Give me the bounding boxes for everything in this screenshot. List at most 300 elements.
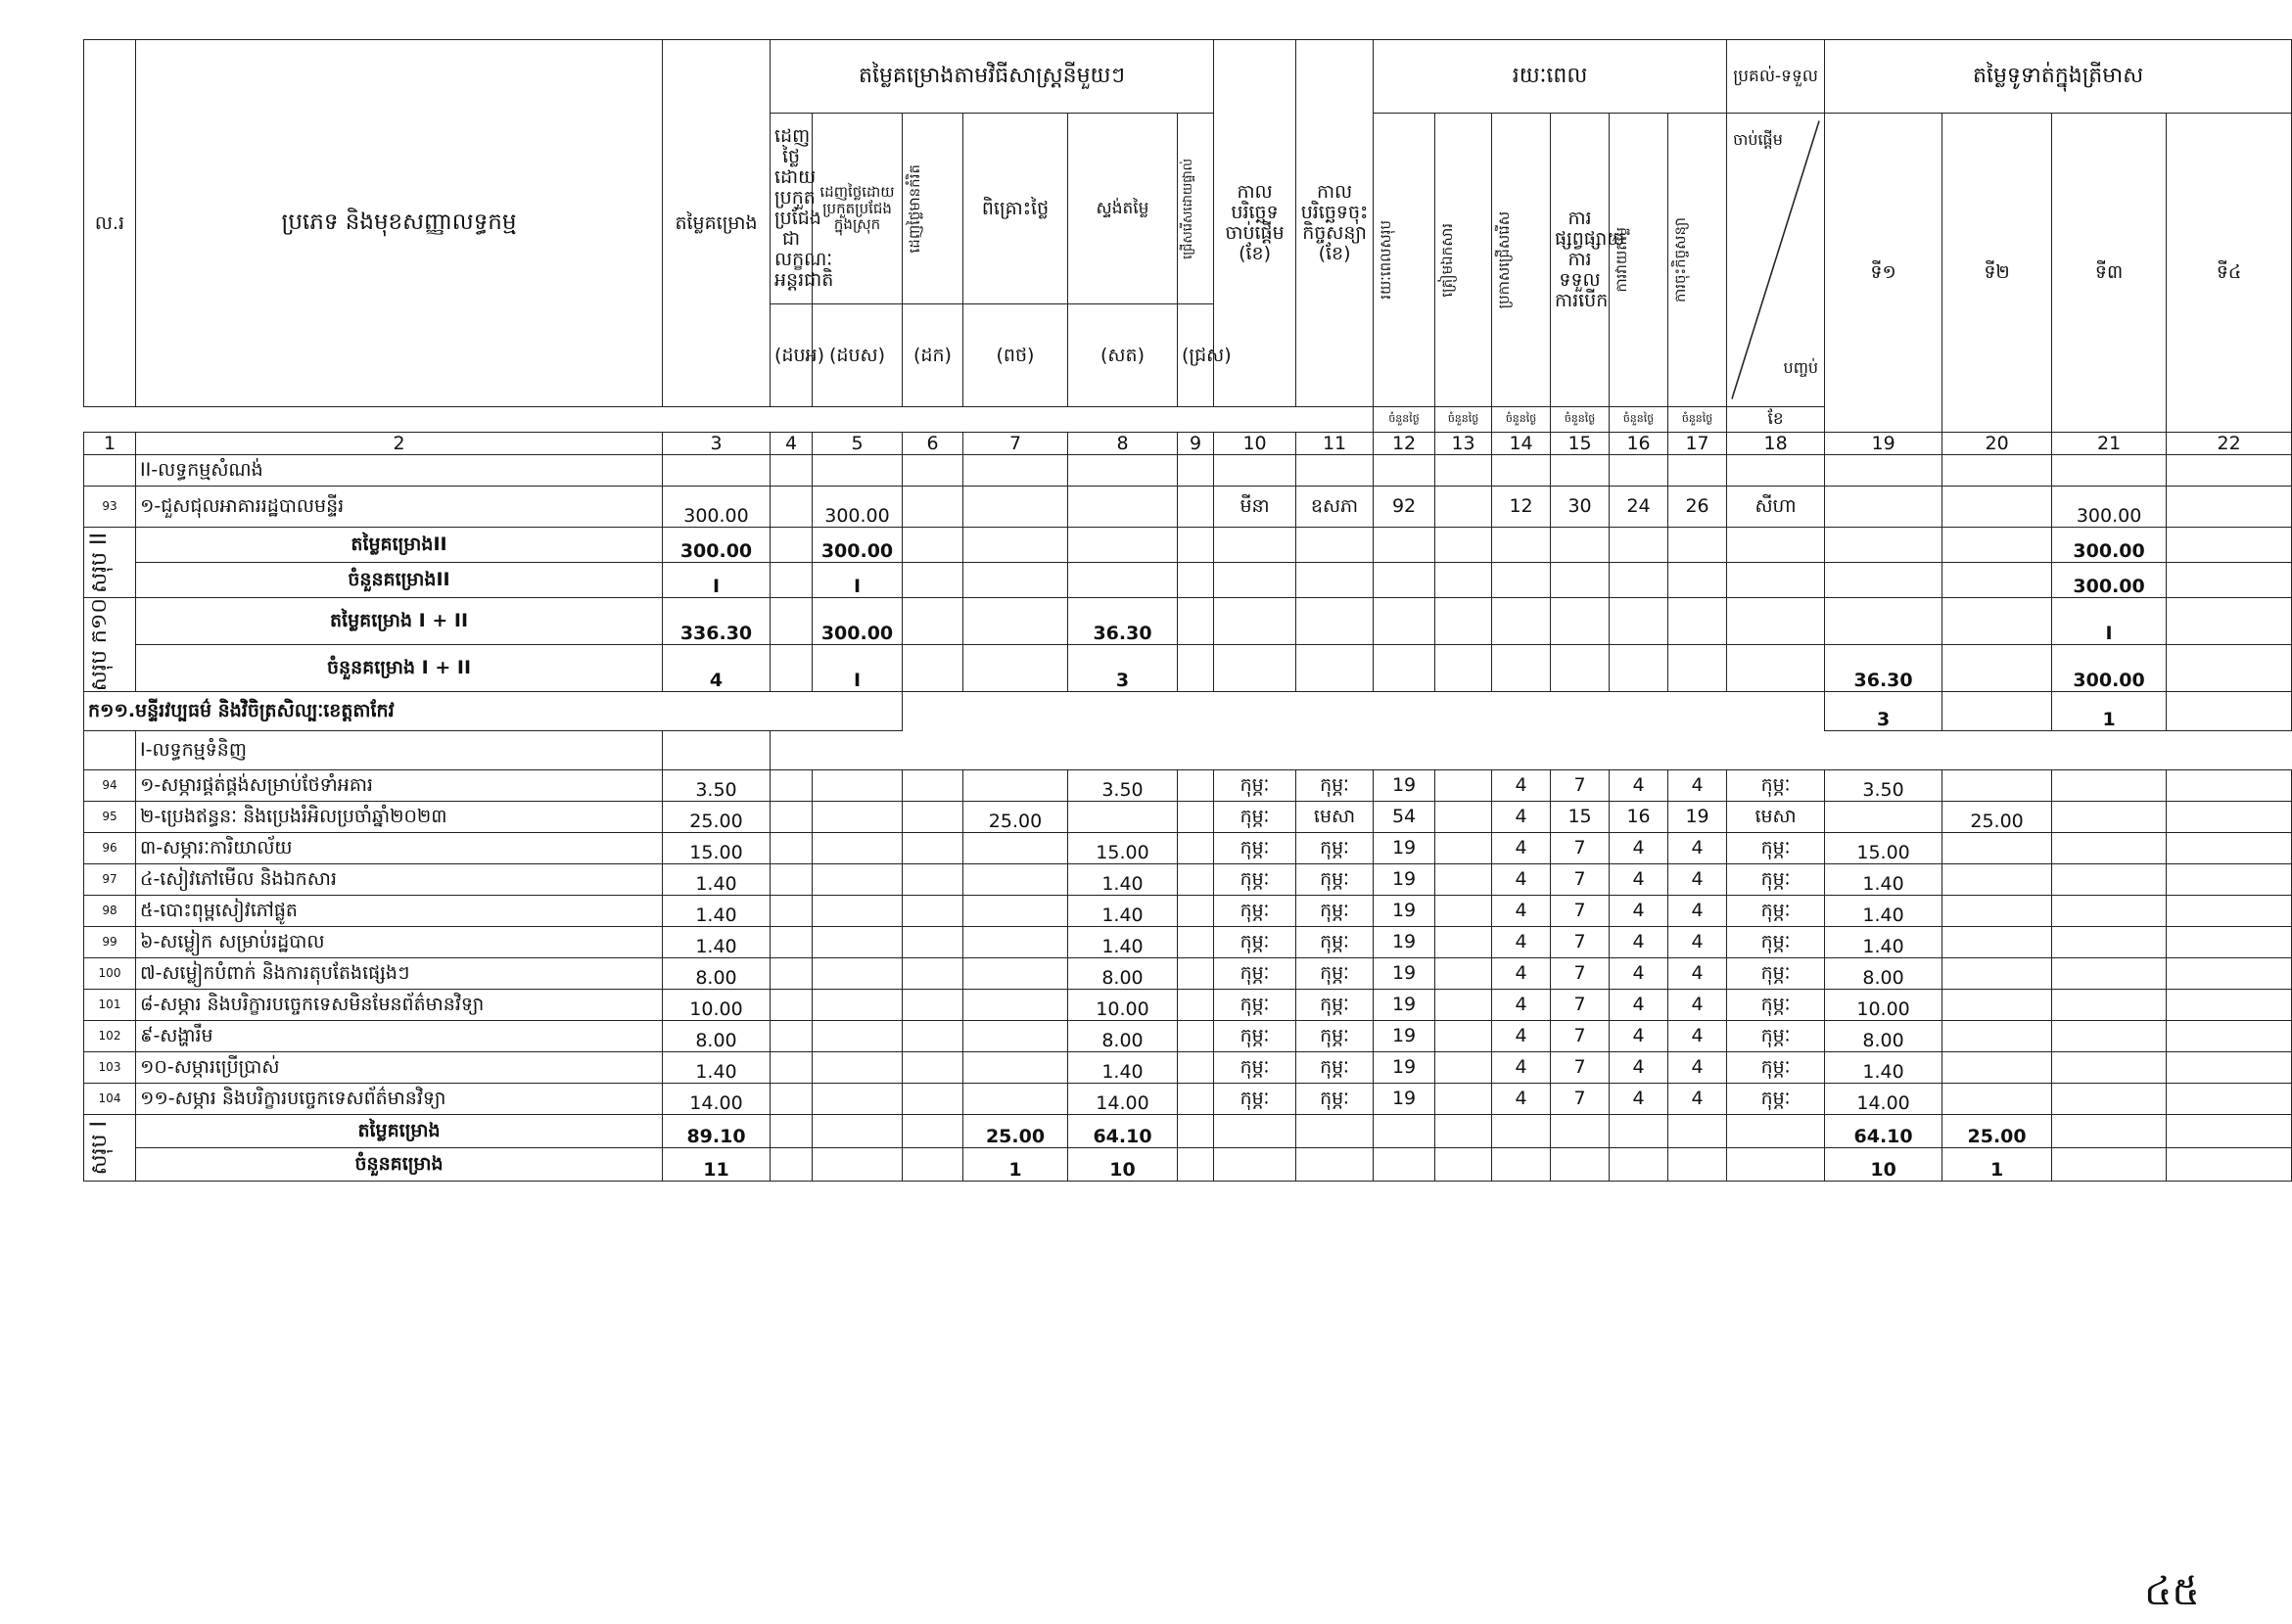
- table-row: [84, 833, 2292, 864]
- item-name: ៤-សៀវភៅមើល និងឯកសារ: [136, 864, 663, 896]
- item-contract: កុម្ភៈ: [1296, 1052, 1374, 1084]
- item-q2: [1942, 864, 2052, 896]
- item-method-local: 300.00: [813, 487, 903, 528]
- summary-q1: 64.10: [1825, 1115, 1942, 1148]
- item-handover: កុម្ភៈ: [1727, 990, 1825, 1021]
- row-number: 99: [84, 927, 136, 958]
- item-q2: [1942, 958, 2052, 990]
- item-method-consult: [963, 864, 1068, 896]
- item-method-survey: [1068, 802, 1178, 833]
- item-q1: 14.00: [1825, 1084, 1942, 1115]
- item-days-total: 19: [1374, 990, 1435, 1021]
- row-number: 96: [84, 833, 136, 864]
- item-name: ៩-សង្ហារឹម: [136, 1021, 663, 1052]
- item-days-announce: 4: [1492, 990, 1551, 1021]
- item-start: មីនា: [1214, 487, 1296, 528]
- item-handover: សីហា: [1727, 487, 1825, 528]
- method-group-header: តម្លៃគម្រោងតាមវិធីសាស្ត្រនីមួយៗ: [771, 40, 1214, 114]
- item-days-announce: 4: [1492, 864, 1551, 896]
- item-days-announce: 4: [1492, 896, 1551, 927]
- item-days-evaluate: 24: [1610, 487, 1668, 528]
- summary-row: [84, 563, 2292, 598]
- col-start-date-header: កាលបរិច្ឆេទចាប់ផ្តើម (ខែ): [1214, 40, 1296, 407]
- period-publish-header: ការផ្សព្វផ្សាយ ការទទួលការបើក: [1551, 114, 1610, 407]
- item-handover: កុម្ភៈ: [1727, 927, 1825, 958]
- summary-label: ចំនួនគម្រោង: [136, 1148, 663, 1182]
- index-cell: 4: [771, 433, 813, 455]
- item-total: 300.00: [663, 487, 771, 528]
- summary-q1: 36.30: [1825, 645, 1942, 692]
- table-row: [84, 958, 2292, 990]
- item-q2: [1942, 833, 2052, 864]
- summary-method-local: I: [813, 563, 903, 598]
- item-days-contract: 4: [1668, 1021, 1727, 1052]
- summary-total: 300.00: [663, 528, 771, 563]
- summary-q3: 300.00: [2052, 645, 2167, 692]
- item-method-consult: [963, 770, 1068, 802]
- period-prepare-header: ត្រៀមឯកសារ: [1435, 114, 1492, 407]
- item-days-total: 19: [1374, 958, 1435, 990]
- department-row: [84, 692, 2292, 731]
- summary-method-consult: 25.00: [963, 1115, 1068, 1148]
- handover-end-label: បញ្ចប់: [1783, 358, 1819, 378]
- item-q2: [1942, 1021, 2052, 1052]
- item-method-consult: [963, 833, 1068, 864]
- index-cell: 3: [663, 433, 771, 455]
- item-method-survey: 10.00: [1068, 990, 1178, 1021]
- summary-q2: 25.00: [1942, 1115, 2052, 1148]
- row-number: 103: [84, 1052, 136, 1084]
- item-q3: 300.00: [2052, 487, 2167, 528]
- handover-start-label: ចាប់ផ្តើម: [1733, 130, 1783, 149]
- item-days-total: 19: [1374, 770, 1435, 802]
- item-total: 1.40: [663, 864, 771, 896]
- col-contract-date-header: កាលបរិច្ឆេទចុះកិច្ចសន្យា (ខែ): [1296, 40, 1374, 407]
- item-days-announce: 4: [1492, 927, 1551, 958]
- item-name: ៧-សម្លៀកបំពាក់ និងការតុបតែងផ្សេងៗ: [136, 958, 663, 990]
- item-days-evaluate: 4: [1610, 864, 1668, 896]
- item-q1: 1.40: [1825, 1052, 1942, 1084]
- method-intl-header: ដេញថ្លៃដោយប្រកួតប្រជែងជាលក្ខណៈអន្តរជាតិ: [771, 114, 813, 304]
- method-survey-header: ស្ទង់តម្លៃ: [1068, 114, 1178, 304]
- handover-header: ប្រគល់-ទទួល: [1727, 40, 1825, 114]
- item-days-contract: 19: [1668, 802, 1727, 833]
- item-q1: 3.50: [1825, 770, 1942, 802]
- summary-label: តម្លៃគម្រោង I + II: [136, 598, 663, 645]
- summary-total: 89.10: [663, 1115, 771, 1148]
- days-label-15: ចំនួនថ្ងៃ: [1551, 407, 1610, 433]
- department-q1: 3: [1825, 692, 1942, 731]
- handover-start-end-header: [1727, 114, 1825, 407]
- quarter-2-header: ទី២: [1942, 114, 2052, 433]
- item-total: 10.00: [663, 990, 771, 1021]
- summary-label: តម្លៃគម្រោង: [136, 1115, 663, 1148]
- item-days-publish: 7: [1551, 1052, 1610, 1084]
- item-contract: កុម្ភៈ: [1296, 896, 1374, 927]
- procurement-table: [83, 39, 2292, 1182]
- summary-total: 336.30: [663, 598, 771, 645]
- item-days-announce: 4: [1492, 1084, 1551, 1115]
- abbr-limited: (ដក): [903, 304, 963, 407]
- table-row: [84, 927, 2292, 958]
- item-q1: [1825, 802, 1942, 833]
- index-cell: 16: [1610, 433, 1668, 455]
- item-method-consult: 25.00: [963, 802, 1068, 833]
- row-number: 95: [84, 802, 136, 833]
- item-days-publish: 7: [1551, 958, 1610, 990]
- row-number: 100: [84, 958, 136, 990]
- item-contract: កុម្ភៈ: [1296, 990, 1374, 1021]
- item-contract: មេសា: [1296, 802, 1374, 833]
- item-q2: [1942, 1084, 2052, 1115]
- item-name: ៦-សម្លៀក សម្រាប់រដ្ឋបាល: [136, 927, 663, 958]
- abbr-intl: (ដបអ): [771, 304, 813, 407]
- index-cell: 7: [963, 433, 1068, 455]
- item-days-publish: 15: [1551, 802, 1610, 833]
- side-label-sum-k10: សរុប ក១០: [84, 598, 136, 692]
- summary-label: ចំនួនគម្រោង I + II: [136, 645, 663, 692]
- table-row: [84, 487, 2292, 528]
- table-row: [84, 896, 2292, 927]
- item-name: ៨-សម្ភារ និងបរិក្ខារបច្ចេកទេសមិនមែនព័ត៌មានវិទ្យា: [136, 990, 663, 1021]
- method-limited-header: ដេញថ្លៃមានកំរិត: [903, 114, 963, 304]
- item-name: ១-ជួសជុលអាគាររដ្ឋបាលមន្ទីរ: [136, 487, 663, 528]
- item-days-contract: 4: [1668, 770, 1727, 802]
- item-contract: កុម្ភៈ: [1296, 864, 1374, 896]
- item-q2: [1942, 770, 2052, 802]
- col-type-header: ប្រភេទ និងមុខសញ្ញាលទ្ធកម្ម: [136, 40, 663, 407]
- item-method-consult: [963, 990, 1068, 1021]
- summary-q3: 300.00: [2052, 528, 2167, 563]
- col-total-header: តម្លៃគម្រោង: [663, 40, 771, 407]
- item-name: ១-សម្ភារផ្គត់ផ្គង់សម្រាប់ថែទាំអគារ: [136, 770, 663, 802]
- item-method-survey: 8.00: [1068, 1021, 1178, 1052]
- handwritten-page-mark: ៤៥: [2144, 1569, 2200, 1614]
- item-handover: មេសា: [1727, 802, 1825, 833]
- item-name: ១១-សម្ភារ និងបរិក្ខារបច្ចេកទេសព័ត៌មានវិទ្យា: [136, 1084, 663, 1115]
- index-cell: 20: [1942, 433, 2052, 455]
- item-days-evaluate: 4: [1610, 1052, 1668, 1084]
- item-q2: [1942, 896, 2052, 927]
- table-row: [84, 770, 2292, 802]
- summary-method-survey: 3: [1068, 645, 1178, 692]
- item-days-total: 19: [1374, 927, 1435, 958]
- item-days-contract: 4: [1668, 990, 1727, 1021]
- item-days-announce: 4: [1492, 1021, 1551, 1052]
- column-index-row: [84, 433, 2292, 455]
- item-days-announce: 4: [1492, 833, 1551, 864]
- item-days-evaluate: 4: [1610, 990, 1668, 1021]
- item-days-publish: 7: [1551, 927, 1610, 958]
- summary-total: I: [663, 563, 771, 598]
- item-start: កុម្ភៈ: [1214, 896, 1296, 927]
- summary-row: [84, 598, 2292, 645]
- table-row: [84, 1084, 2292, 1115]
- index-cell: 17: [1668, 433, 1727, 455]
- item-days-announce: 4: [1492, 958, 1551, 990]
- item-days-evaluate: 4: [1610, 1021, 1668, 1052]
- item-total: 1.40: [663, 1052, 771, 1084]
- row-number: 97: [84, 864, 136, 896]
- item-start: កុម្ភៈ: [1214, 770, 1296, 802]
- item-days-evaluate: 16: [1610, 802, 1668, 833]
- header-spacer: [84, 407, 1374, 433]
- item-q1: 1.40: [1825, 896, 1942, 927]
- item-total: 8.00: [663, 1021, 771, 1052]
- index-cell: 21: [2052, 433, 2167, 455]
- item-days-evaluate: 4: [1610, 896, 1668, 927]
- item-start: កុម្ភៈ: [1214, 1084, 1296, 1115]
- row-number: 104: [84, 1084, 136, 1115]
- item-q1: 15.00: [1825, 833, 1942, 864]
- item-start: កុម្ភៈ: [1214, 990, 1296, 1021]
- item-method-survey: 8.00: [1068, 958, 1178, 990]
- item-q1: 1.40: [1825, 927, 1942, 958]
- item-q2: [1942, 990, 2052, 1021]
- item-contract: កុម្ភៈ: [1296, 770, 1374, 802]
- item-handover: កុម្ភៈ: [1727, 896, 1825, 927]
- days-label-13: ចំនួនថ្ងៃ: [1435, 407, 1492, 433]
- table-row: [84, 990, 2292, 1021]
- side-label-sum-ii: សរុប II: [84, 528, 136, 598]
- item-days-total: 19: [1374, 833, 1435, 864]
- department-q3: 1: [2052, 692, 2167, 731]
- item-days-publish: 7: [1551, 864, 1610, 896]
- abbr-consult: (ពថ): [963, 304, 1068, 407]
- summary-method-survey: 10: [1068, 1148, 1178, 1182]
- item-days-contract: 4: [1668, 927, 1727, 958]
- section-title: II-លទ្ធកម្មសំណង់: [136, 455, 663, 487]
- item-days-contract: 4: [1668, 864, 1727, 896]
- summary-method-local: I: [813, 645, 903, 692]
- period-total-header: រយៈពេលសរុប: [1374, 114, 1435, 407]
- item-days-publish: 7: [1551, 990, 1610, 1021]
- item-days-publish: 7: [1551, 896, 1610, 927]
- table-row: [84, 1052, 2292, 1084]
- table-row: [84, 1021, 2292, 1052]
- index-cell: 14: [1492, 433, 1551, 455]
- month-label: ខែ: [1727, 407, 1825, 433]
- item-method-consult: [963, 896, 1068, 927]
- item-method-consult: [963, 1084, 1068, 1115]
- item-start: កុម្ភៈ: [1214, 958, 1296, 990]
- item-days-total: 19: [1374, 896, 1435, 927]
- index-cell: 13: [1435, 433, 1492, 455]
- item-contract: កុម្ភៈ: [1296, 927, 1374, 958]
- item-method-survey: 1.40: [1068, 896, 1178, 927]
- item-q2: [1942, 927, 2052, 958]
- quarter-group-header: តម្លៃទូទាត់ក្នុងត្រីមាស: [1825, 40, 2292, 114]
- index-cell: 2: [136, 433, 663, 455]
- item-days-publish: 7: [1551, 1084, 1610, 1115]
- item-days-total: 19: [1374, 1052, 1435, 1084]
- days-label-14: ចំនួនថ្ងៃ: [1492, 407, 1551, 433]
- abbr-direct: (ជ្រស): [1178, 304, 1214, 407]
- item-start: កុម្ភៈ: [1214, 927, 1296, 958]
- table-row: [84, 802, 2292, 833]
- item-total: 3.50: [663, 770, 771, 802]
- summary-q2: 1: [1942, 1148, 2052, 1182]
- item-total: 15.00: [663, 833, 771, 864]
- item-handover: កុម្ភៈ: [1727, 958, 1825, 990]
- procurement-plan-sheet: [83, 39, 2291, 1182]
- period-contract-header: ការចុះកិច្ចសន្យា: [1668, 114, 1727, 407]
- item-days-contract: 4: [1668, 833, 1727, 864]
- summary-total: 4: [663, 645, 771, 692]
- section-title: I-លទ្ធកម្មទំនិញ: [136, 731, 663, 770]
- summary-row: [84, 645, 2292, 692]
- quarter-1-header: ទី១: [1825, 114, 1942, 433]
- item-q1: 8.00: [1825, 1021, 1942, 1052]
- item-days-total: 92: [1374, 487, 1435, 528]
- item-days-total: 54: [1374, 802, 1435, 833]
- item-name: ៥-បោះពុម្ពសៀវភៅផ្លូត: [136, 896, 663, 927]
- item-handover: កុម្ភៈ: [1727, 1021, 1825, 1052]
- item-method-consult: [963, 1021, 1068, 1052]
- item-q1: 10.00: [1825, 990, 1942, 1021]
- summary-method-survey: 36.30: [1068, 598, 1178, 645]
- item-q2: [1942, 1052, 2052, 1084]
- item-days-publish: 7: [1551, 770, 1610, 802]
- item-method-survey: 1.40: [1068, 1052, 1178, 1084]
- abbr-survey: (សត): [1068, 304, 1178, 407]
- row-number: 93: [84, 487, 136, 528]
- item-method-survey: 14.00: [1068, 1084, 1178, 1115]
- item-name: ៣-សម្ភារៈការិយាល័យ: [136, 833, 663, 864]
- item-method-consult: [963, 927, 1068, 958]
- item-days-announce: 12: [1492, 487, 1551, 528]
- item-days-announce: 4: [1492, 802, 1551, 833]
- item-days-evaluate: 4: [1610, 770, 1668, 802]
- item-total: 1.40: [663, 896, 771, 927]
- summary-row: [84, 528, 2292, 563]
- period-announce-header: ប្រកាសជ្រើសរើស: [1492, 114, 1551, 407]
- item-days-publish: 7: [1551, 833, 1610, 864]
- item-handover: កុម្ភៈ: [1727, 864, 1825, 896]
- item-q2: 25.00: [1942, 802, 2052, 833]
- method-local-header: ដេញថ្លៃដោយប្រកួតប្រជែងក្នុងស្រុក: [813, 114, 903, 304]
- row-number: 94: [84, 770, 136, 802]
- item-handover: កុម្ភៈ: [1727, 770, 1825, 802]
- summary-method-local: 300.00: [813, 528, 903, 563]
- index-cell: 22: [2167, 433, 2292, 455]
- summary-label: ចំនួនគម្រោងII: [136, 563, 663, 598]
- side-label-sum-i: សរុប I: [84, 1115, 136, 1182]
- index-cell: 10: [1214, 433, 1296, 455]
- item-start: កុម្ភៈ: [1214, 1021, 1296, 1052]
- item-contract: កុម្ភៈ: [1296, 833, 1374, 864]
- index-cell: 8: [1068, 433, 1178, 455]
- summary-method-local: 300.00: [813, 598, 903, 645]
- index-cell: 6: [903, 433, 963, 455]
- item-days-publish: 7: [1551, 1021, 1610, 1052]
- item-total: 25.00: [663, 802, 771, 833]
- index-cell: 9: [1178, 433, 1214, 455]
- summary-method-survey: 64.10: [1068, 1115, 1178, 1148]
- index-cell: 18: [1727, 433, 1825, 455]
- item-days-total: 19: [1374, 1021, 1435, 1052]
- item-days-contract: 4: [1668, 1084, 1727, 1115]
- department-title: ក១១.មន្ទីរវប្បធម៌ និងវិចិត្រសិល្បៈខេត្តតាកែវ: [84, 692, 903, 731]
- item-start: កុម្ភៈ: [1214, 1052, 1296, 1084]
- item-days-evaluate: 4: [1610, 958, 1668, 990]
- item-method-survey: 15.00: [1068, 833, 1178, 864]
- item-days-announce: 4: [1492, 1052, 1551, 1084]
- item-days-contract: 4: [1668, 896, 1727, 927]
- item-handover: កុម្ភៈ: [1727, 1052, 1825, 1084]
- section-row-goods: [84, 731, 2292, 770]
- quarter-3-header: ទី៣: [2052, 114, 2167, 433]
- item-start: កុម្ភៈ: [1214, 864, 1296, 896]
- item-days-publish: 30: [1551, 487, 1610, 528]
- item-method-survey: 3.50: [1068, 770, 1178, 802]
- days-label-12: ចំនួនថ្ងៃ: [1374, 407, 1435, 433]
- item-days-contract: 4: [1668, 1052, 1727, 1084]
- item-method-consult: [963, 958, 1068, 990]
- item-handover: កុម្ភៈ: [1727, 833, 1825, 864]
- summary-row: [84, 1115, 2292, 1148]
- quarter-4-header: ទី៤: [2167, 114, 2292, 433]
- summary-q3: 300.00: [2052, 563, 2167, 598]
- days-label-16: ចំនួនថ្ងៃ: [1610, 407, 1668, 433]
- item-days-evaluate: 4: [1610, 1084, 1668, 1115]
- index-cell: 12: [1374, 433, 1435, 455]
- summary-q1: 10: [1825, 1148, 1942, 1182]
- item-days-announce: 4: [1492, 770, 1551, 802]
- goods-items: [84, 770, 2292, 1115]
- item-method-consult: [963, 1052, 1068, 1084]
- item-total: 1.40: [663, 927, 771, 958]
- item-start: កុម្ភៈ: [1214, 802, 1296, 833]
- summary-method-consult: 1: [963, 1148, 1068, 1182]
- summary-label: តម្លៃគម្រោងII: [136, 528, 663, 563]
- method-consult-header: ពិគ្រោះថ្លៃ: [963, 114, 1068, 304]
- item-q1: 1.40: [1825, 864, 1942, 896]
- col-no-header: ល.រ: [84, 40, 136, 407]
- item-days-total: 19: [1374, 1084, 1435, 1115]
- period-evaluate-header: ការវាយតម្លៃ: [1610, 114, 1668, 407]
- item-contract: កុម្ភៈ: [1296, 1084, 1374, 1115]
- period-group-header: រយៈពេល: [1374, 40, 1727, 114]
- item-name: ២-ប្រេងឥន្ធនៈ និងប្រេងរំអិលប្រចាំឆ្នាំ២០២៣: [136, 802, 663, 833]
- summary-q3: I: [2052, 598, 2167, 645]
- index-cell: 15: [1551, 433, 1610, 455]
- item-contract: កុម្ភៈ: [1296, 1021, 1374, 1052]
- summary-row: [84, 1148, 2292, 1182]
- index-cell: 19: [1825, 433, 1942, 455]
- item-total: 14.00: [663, 1084, 771, 1115]
- row-number: 102: [84, 1021, 136, 1052]
- item-days-contract: 26: [1668, 487, 1727, 528]
- item-total: 8.00: [663, 958, 771, 990]
- item-handover: កុម្ភៈ: [1727, 1084, 1825, 1115]
- item-method-survey: 1.40: [1068, 864, 1178, 896]
- item-name: ១០-សម្ភារប្រើប្រាស់: [136, 1052, 663, 1084]
- item-start: កុម្ភៈ: [1214, 833, 1296, 864]
- item-days-evaluate: 4: [1610, 833, 1668, 864]
- days-label-17: ចំនួនថ្ងៃ: [1668, 407, 1727, 433]
- item-q1: 8.00: [1825, 958, 1942, 990]
- index-cell: 1: [84, 433, 136, 455]
- item-contract: ឧសភា: [1296, 487, 1374, 528]
- item-method-survey: 1.40: [1068, 927, 1178, 958]
- summary-total: 11: [663, 1148, 771, 1182]
- row-number: 101: [84, 990, 136, 1021]
- item-days-evaluate: 4: [1610, 927, 1668, 958]
- row-number: 98: [84, 896, 136, 927]
- method-direct-header: ជ្រើសរើសដោយផ្ទាល់: [1178, 114, 1214, 304]
- index-cell: 5: [813, 433, 903, 455]
